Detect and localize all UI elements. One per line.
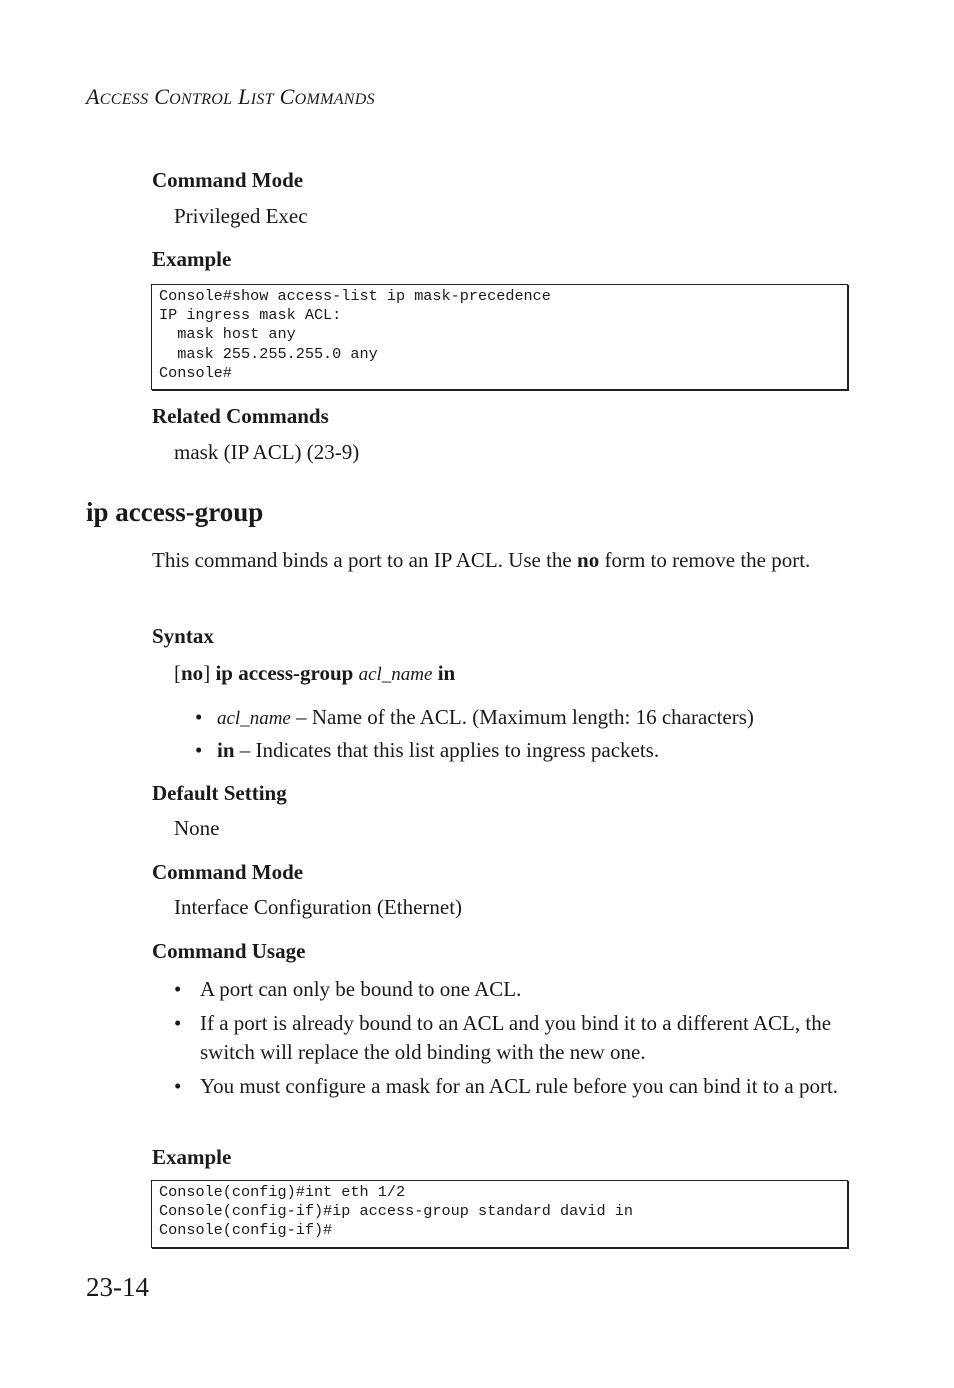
command-mode-value: Interface Configuration (Ethernet) [174,895,463,919]
related-command-link: mask (IP ACL) (23-9) [174,440,360,464]
running-head: ACCESS CONTROL LIST COMMANDS [86,84,375,109]
page-number: 23-14 [86,1272,149,1302]
param-item: • in – Indicates that this list applies to ingress packets. [195,738,660,762]
example-code-block: Console#show access-list ip mask-precedence IP ingress mask ACL: mask host any mask 255.255.255.0 any Console# [151,284,848,390]
usage-item: • If a port is already bound to an ACL and you bind it to a different ACL, the switch will replace the old binding with the new one. [174,1011,832,1064]
command-mode-heading: Command Mode [152,168,304,192]
section-title: ip access-group [86,497,264,527]
usage-item: • A port can only be bound to one ACL. [174,977,522,1001]
related-commands-heading: Related Commands [152,404,329,428]
syntax-heading: Syntax [152,624,214,648]
command-mode-heading: Command Mode [152,860,304,884]
example-code-block: Console(config)#int eth 1/2 Console(config-if)#ip access-group standard david in Console(config-if)# [151,1180,848,1248]
command-usage-heading: Command Usage [152,939,306,963]
default-setting-value: None [174,816,220,840]
syntax-line: [no] ip access-group acl_name in [174,661,456,685]
default-setting-heading: Default Setting [152,781,287,805]
example-heading: Example [152,247,232,271]
section-description: This command binds a port to an IP ACL. Use the no form to remove the port. [152,548,811,572]
param-item: • acl_name – Name of the ACL. (Maximum length: 16 characters) [195,705,754,729]
command-mode-value: Privileged Exec [174,204,308,228]
usage-item: • You must configure a mask for an ACL rule before you can bind it to a port. [174,1074,839,1098]
example-heading: Example [152,1145,232,1169]
